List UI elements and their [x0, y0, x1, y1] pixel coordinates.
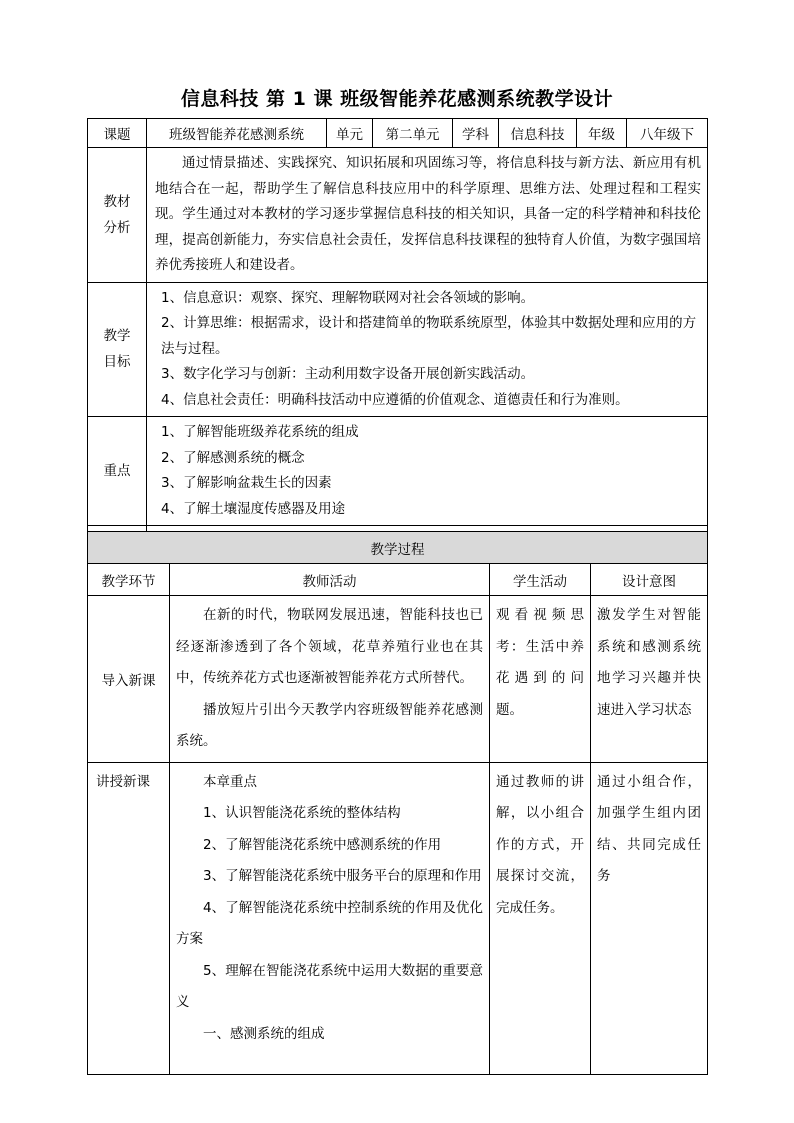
student-activity-cell: 通过教师的讲解，以小组合作的方式，开展探讨交流，完成任务。 — [490, 762, 591, 1074]
info-row — [88, 119, 708, 148]
process-header: 教学过程 — [88, 532, 708, 564]
teacher-line: 5、理解在智能浇花系统中运用大数据的重要意义 — [176, 962, 483, 1010]
subject-value: 信息科技 — [499, 119, 577, 148]
analysis-label — [88, 148, 147, 283]
unit-label: 单元 — [327, 119, 373, 148]
analysis-label-line-1: 教材 — [103, 193, 131, 210]
process-row-lecture — [88, 762, 708, 1074]
teacher-line: 1、认识智能浇花系统的整体结构 — [203, 805, 401, 821]
student-activity-cell: 观看视频思考：生活中养花遇到的问题。 — [490, 596, 591, 763]
teacher-line: 3、了解智能浇花系统中服务平台的原理和作用 — [203, 868, 482, 884]
process-row-intro — [88, 596, 708, 763]
col-student: 学生活动 — [490, 564, 591, 596]
col-intent: 设计意图 — [591, 564, 708, 596]
teacher-activity-cell — [170, 596, 490, 763]
teacher-line: 2、了解智能浇花系统中感测系统的作用 — [203, 836, 442, 853]
key-point-item: 4、了解土壤湿度传感器及用途 — [161, 500, 346, 517]
stage-cell: 讲授新课 — [88, 762, 170, 1074]
goal-item: 1、信息意识：观察、探究、理解物联网对社会各领域的影响。 — [161, 289, 535, 306]
design-intent-cell: 激发学生对智能系统和感测系统地学习兴趣并快速进入学习状态 — [591, 596, 708, 763]
analysis-row — [88, 148, 708, 283]
subject-label: 学科 — [453, 119, 499, 148]
teacher-activity-cell — [170, 762, 490, 1074]
page-title: 信息科技 第 1 课 班级智能养花感测系统教学设计 — [180, 88, 614, 110]
teacher-line: 一、感测系统的组成 — [203, 1025, 325, 1042]
key-point-item: 1、了解智能班级养花系统的组成 — [161, 424, 359, 440]
goal-item: 3、数字化学习与创新：主动利用数字设备开展创新实践活动。 — [161, 366, 535, 382]
goals-row — [88, 282, 708, 417]
goal-item: 2、计算思维：根据需求，设计和搭建简单的物联系统原型，体验其中数据处理和应用的方法与过程。 — [161, 315, 697, 357]
topic-value: 班级智能养花感测系统 — [147, 119, 327, 148]
goals-label-line-2: 目标 — [103, 354, 131, 371]
grade-label: 年级 — [577, 119, 627, 148]
col-stage: 教学环节 — [88, 564, 170, 596]
col-teacher: 教师活动 — [170, 564, 490, 596]
goal-item: 4、信息社会责任：明确科技活动中应遵循的价值观念、道德责任和行为准则。 — [161, 391, 629, 408]
key-points-label: 重点 — [88, 417, 147, 526]
analysis-label-line-2: 分析 — [103, 219, 131, 236]
teacher-line: 4、了解智能浇花系统中控制系统的作用及优化方案 — [176, 899, 483, 947]
grade-value: 八年级下 — [627, 119, 708, 148]
design-intent-cell: 通过小组合作，加强学生组内团结、共同完成任务 — [591, 762, 708, 1074]
topic-label: 课题 — [88, 119, 147, 148]
teacher-paragraph: 播放短片引出今天教学内容班级智能养花感测系统。 — [176, 701, 483, 749]
goals-label-line-1: 教学 — [103, 328, 131, 345]
key-point-item: 3、了解影响盆栽生长的因素 — [161, 475, 332, 491]
key-points-row — [88, 417, 708, 526]
goals-label — [88, 282, 147, 417]
key-point-item: 2、了解感测系统的概念 — [161, 449, 305, 466]
analysis-text: 通过情景描述、实践探究、知识拓展和巩固练习等，将信息科技与新方法、新应用有机地结合在一起，帮助学生了解信息科技应用中的科学原理、思维方法、处理过程和工程实现。学生通过对本教材的学习逐步掌握信息科技的相关知识，具备一定的科学精神和科技伦理，提高创新能力，夯实信息社会责任，发挥信息科技课程的独特育人价值，为数字强国培养优秀接班人和建设者。 — [147, 148, 708, 283]
teaching-process-table — [87, 531, 708, 1075]
teacher-line: 本章重点 — [203, 773, 257, 790]
unit-value: 第二单元 — [373, 119, 453, 148]
key-points-list — [147, 417, 708, 526]
process-header-row — [88, 532, 708, 564]
goals-list — [147, 282, 708, 417]
process-columns-row — [88, 564, 708, 596]
course-info-table — [87, 118, 708, 551]
teacher-paragraph: 在新的时代，物联网发展迅速，智能科技也已经逐渐渗透到了各个领域，花草养殖行业也在其中，传统养花方式也逐渐被智能养花方式所替代。 — [176, 607, 483, 686]
stage-cell: 导入新课 — [88, 596, 170, 763]
